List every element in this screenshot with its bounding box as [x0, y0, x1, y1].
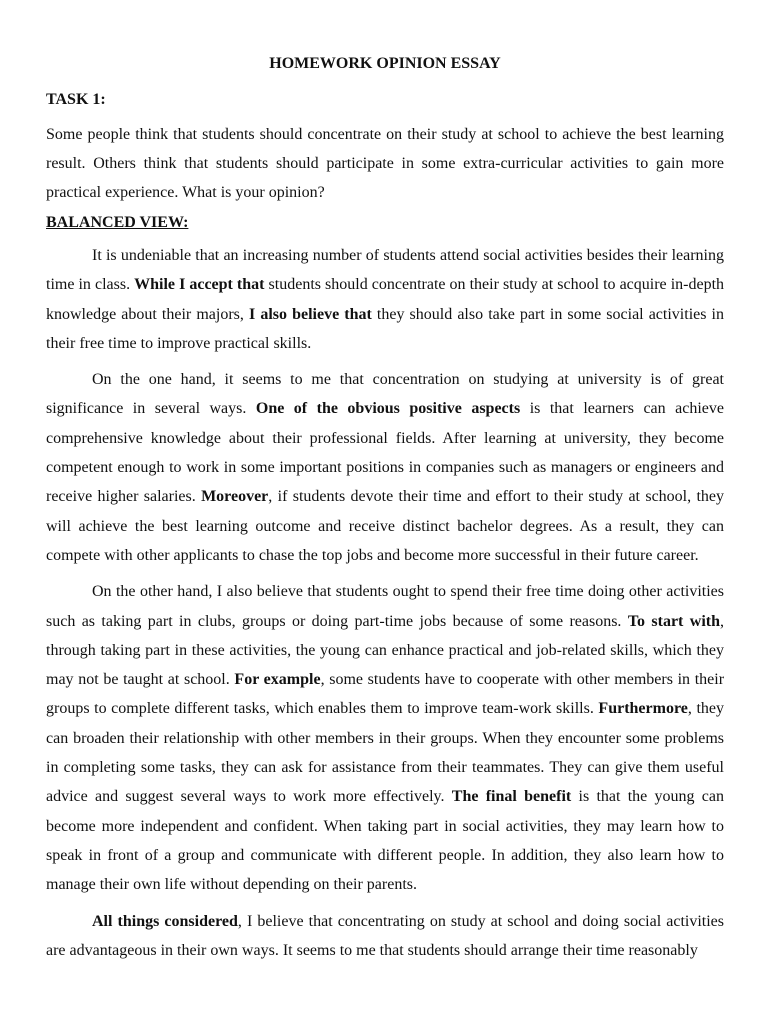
- bold-phrase: One of the obvious positive aspects: [255, 400, 521, 418]
- task-heading: TASK 1:: [46, 91, 106, 108]
- text-run: , I believe that concentrating on study at school and doing social activities are advantageous in their own ways. It seems to me that students should arrange their time reasonably: [46, 912, 725, 959]
- bold-phrase: Furthermore: [598, 700, 688, 718]
- text-run: they should also take part in some social activities in their free time to improve practical skills.: [46, 305, 725, 352]
- bold-phrase: The final benefit: [451, 788, 572, 806]
- text-run: , they can broaden their relationship with other members in their groups. When they encounter some problems in completing some tasks, they can ask for assistance from their teammates. They can give them useful advice and suggest several ways to work more effectively.: [46, 700, 725, 806]
- text-run: On the one hand, it seems to me that concentration on studying at university is of great significance in several ways.: [46, 371, 724, 418]
- text-run: , through taking part in these activities, the young can enhance practical and job-related skills, which they may not be taught at school.: [46, 612, 724, 689]
- text-run: is that learners can achieve comprehensive knowledge about their professional fields. After learning at university, they become competent enough to work in some important positions in companies such as managers or engineers and receive higher salaries.: [46, 400, 724, 506]
- bold-phrase: To start with: [627, 612, 720, 630]
- task-prompt: Some people think that students should concentrate on their study at school to achieve the best learning result. Others think that students should participate in some extra-curricular activities to gain more practical experience. What is your opinion?: [46, 126, 724, 201]
- text-run: students should concentrate on their study at school to acquire in-depth knowledge about their majors,: [46, 276, 725, 323]
- bold-phrase: I also believe that: [249, 305, 372, 323]
- intro-paragraph: [46, 241, 724, 358]
- text-run: is that the young can become more independent and confident. When taking part in social activities, they may learn how to speak in front of a group and communicate with different people. In addition, they also learn how to manage their own life without depending on their parents.: [46, 788, 724, 894]
- balanced-view-heading: BALANCED VIEW:: [46, 214, 189, 231]
- bold-phrase: For example: [234, 671, 321, 689]
- bold-phrase: Moreover: [201, 488, 269, 506]
- body-paragraph-2: [46, 577, 724, 899]
- bold-phrase: All things considered: [92, 912, 238, 930]
- body-paragraph-1: [46, 365, 724, 570]
- conclusion-paragraph: [46, 907, 724, 966]
- text-run: , if students devote their time and effort to their study at school, they will achieve the best learning outcome and receive distinct bachelor degrees. As a result, they can compete with other applicants to chase the top jobs and become more successful in their future career.: [46, 488, 724, 564]
- text-run: It is undeniable that an increasing number of students attend social activities besides their learning time in class.: [46, 247, 724, 294]
- bold-phrase: While I accept that: [134, 276, 265, 294]
- text-run: On the other hand, I also believe that students ought to spend their free time doing other activities such as taking part in clubs, groups or doing part-time jobs because of some reasons.: [46, 583, 724, 630]
- text-run: , some students have to cooperate with other members in their groups to complete different tasks, which enables them to improve team-work skills.: [46, 671, 725, 718]
- essay-title: HOMEWORK OPINION ESSAY: [269, 55, 501, 72]
